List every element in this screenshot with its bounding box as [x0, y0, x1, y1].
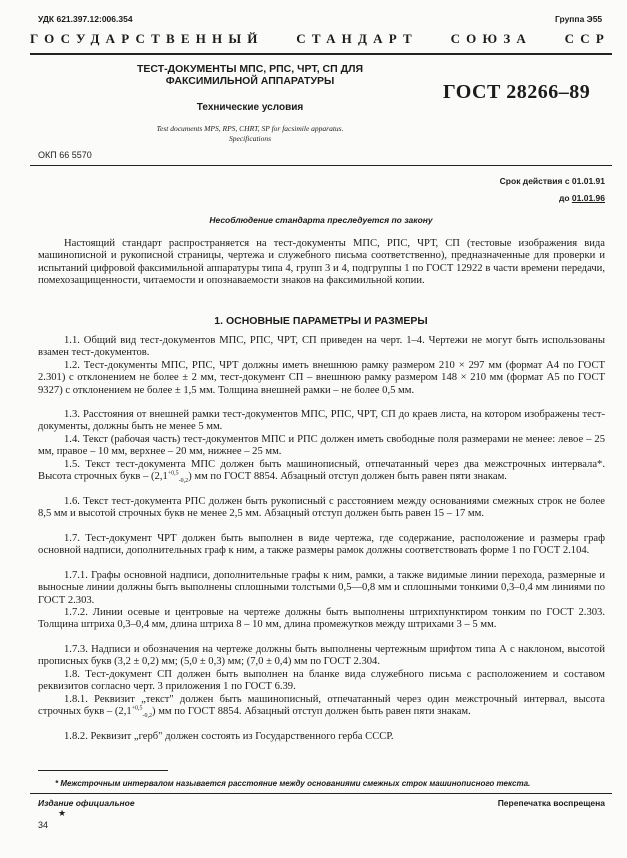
paragraph-1-8-1-text-b: ) мм по ГОСТ 8854. Абзацный отступ должен быть равен пяти знакам.	[152, 706, 471, 718]
section-heading: 1. ОСНОВНЫЕ ПАРАМЕТРЫ И РАЗМЕРЫ	[214, 315, 428, 327]
tolerance-lower: -0,2	[178, 478, 189, 485]
paragraph-1-8-2: 1.8.2. Реквизит „герб" должен состоять из Государственного герба СССР.	[64, 731, 394, 742]
state-standard-banner	[30, 30, 610, 47]
title-line-1: ТЕСТ-ДОКУМЕНТЫ МПС, РПС, ЧРТ, СП ДЛЯ	[136, 63, 363, 75]
english-title-line-2: Specifications	[228, 134, 272, 143]
paragraph-1-5-text-a: 1.5. Текст тест-документа МПС должен быть машинописный, отпечатанный через два межстрочных интервала*. Высота строчных букв – (2,1	[38, 459, 605, 483]
paragraph-1-8-1-text-a: 1.8.1. Реквизит „текст" должен быть машинописный, отпечатанный через один межстрочный интервал, высота строчных букв – (2,1	[38, 694, 605, 718]
gost-number: ГОСТ 28266–89	[443, 81, 591, 103]
paragraph-1-5-text-b: ) мм по ГОСТ 8854. Абзацный отступ должен быть равен пяти знакам.	[188, 471, 507, 483]
banner-word-3: СОЮЗА	[450, 30, 532, 46]
document-title	[105, 63, 395, 87]
paragraph-1-7: 1.7. Тест-документ ЧРТ должен быть выполнен в виде чертежа, где содержание, расположение и размеры граф основной надписи, дополнительных граф к ним, а также размеры рамок должны соответствовать форме 1 по ГОСТ 2.104.	[38, 533, 605, 557]
validity-to-date: 01.01.96	[571, 193, 605, 203]
paragraph-1-7-2: 1.7.2. Линии осевые и центровые на чертеже должны быть выполнены штрихпунктиром тонким по ГОСТ 2.303. Толщина штриха 0,3–0,4 мм, длина штриха 8 – 10 мм, длина промежутков между штрихами 3 – 5 мм.	[38, 607, 605, 631]
paragraph-1-5	[38, 459, 605, 484]
tolerance-upper: +0,5	[167, 470, 179, 477]
tolerance-lower-2: -0,2	[142, 713, 153, 720]
english-title-line-1: Test documents MPS, RPS, CHRT, SP for facsimile apparatus.	[156, 124, 344, 133]
udk-code: УДК 621.397.12:006.354	[38, 14, 133, 24]
validity-to	[559, 193, 605, 203]
paragraph-1-8-1	[38, 694, 605, 719]
banner-rule	[30, 53, 612, 55]
footer-rule	[30, 793, 612, 794]
okp-code: ОКП 66 5570	[38, 150, 92, 160]
legal-warning: Несоблюдение стандарта преследуется по закону	[209, 215, 433, 225]
group-code: Группа Э55	[555, 14, 603, 24]
banner-word-2: СТАНДАРТ	[296, 30, 418, 46]
footnote-rule	[38, 770, 168, 771]
paragraph-1-6: 1.6. Текст тест-документа РПС должен быть рукописный с расстоянием между основаниями смежных строк не более 8,5 мм и высотой строчных букв не менее 2,5 мм. Абзацный отступ должен быть равен 15 – 17 мм.	[38, 496, 605, 520]
intro-paragraph: Настоящий стандарт распространяется на тест-документы МПС, РПС, ЧРТ, СП (тестовые изображения вида машинописной и рукописной страницы, чертежа и служебного письма соответственно), предназначенные для проверки и испытаний цифровой факсимильной аппаратуры типа 4, групп 3 и 4, подгруппы 1 по ГОСТ 12922 в части времени передачи, помехозащищенности, читаемости и опознаваемости знаков на факсимильной копии.	[38, 238, 605, 287]
paragraph-1-7-1: 1.7.1. Графы основной надписи, дополнительные графы к ним, рамки, а также видимые линии перехода, размерные и выносные линии должны быть выполнены сплошными толстыми 0,5—0,8 мм и сплошными тонкими 0,3–0,4 мм линиями по ГОСТ 2.303.	[38, 570, 605, 606]
paragraph-1-3: 1.3. Расстояния от внешней рамки тест-документов МПС, РПС, ЧРТ, СП до краев листа, на котором изображены тест-документы, должны быть не менее 5 мм.	[38, 409, 605, 433]
official-edition: Издание официальное	[38, 798, 135, 808]
paragraph-1-4: 1.4. Текст (рабочая часть) тест-документов МПС и РПС должен иметь свободные поля размерами не менее: левое – 25 мм, правое – 10 мм, верхнее – 20 мм, нижнее – 25 мм.	[38, 434, 605, 458]
banner-word-1: ГОСУДАРСТВЕННЫЙ	[30, 30, 264, 46]
page-number: 34	[38, 820, 49, 830]
paragraph-1-2: 1.2. Тест-документы МПС, РПС, ЧРТ должны иметь внешнюю рамку размером 210 × 297 мм (формат А4 по ГОСТ 2.301) с отклонением не более ± 2 мм, тест-документ СП – внешнюю рамку размером 148 × 210 мм (формат А5 по ГОСТ 9327) с отклонением не более ± 1,5 мм. Толщина внешней рамки – не более 0,5 мм.	[38, 360, 605, 396]
reprint-notice: Перепечатка воспрещена	[497, 798, 605, 808]
english-title	[105, 124, 395, 144]
validity-from: Срок действия с 01.01.91	[499, 176, 605, 186]
validity-to-prefix: до	[558, 193, 572, 203]
banner-word-4: ССР	[564, 30, 610, 46]
paragraph-1-8: 1.8. Тест-документ СП должен быть выполнен на бланке вида служебного письма с расположением и составом реквизитов согласно черт. 3 приложения 1 по ГОСТ 6.39.	[38, 669, 605, 693]
title-line-2: ФАКСИМИЛЬНОЙ АППАРАТУРЫ	[165, 75, 335, 87]
paragraph-1-1: 1.1. Общий вид тест-документов МПС, РПС, ЧРТ, СП приведен на черт. 1–4. Чертежи не могут быть использованы взамен тест-документов.	[38, 335, 605, 359]
footnote: * Межстрочным интервалом называется расстояние между основаниями смежных строк машинописного текста.	[55, 779, 531, 788]
paragraph-1-7-3: 1.7.3. Надписи и обозначения на чертеже должны быть выполнены чертежным шрифтом типа А с наклоном, высотой прописных букв (3,2 ± 0,2) мм; (5,0 ± 0,3) мм; (7,0 ± 0,4) мм по ГОСТ 2.304.	[38, 644, 605, 668]
document-subtitle: Технические условия	[196, 102, 304, 113]
tolerance-upper-2: +0,5	[131, 705, 143, 712]
star-icon: ★	[58, 808, 67, 818]
title-rule	[30, 165, 612, 166]
